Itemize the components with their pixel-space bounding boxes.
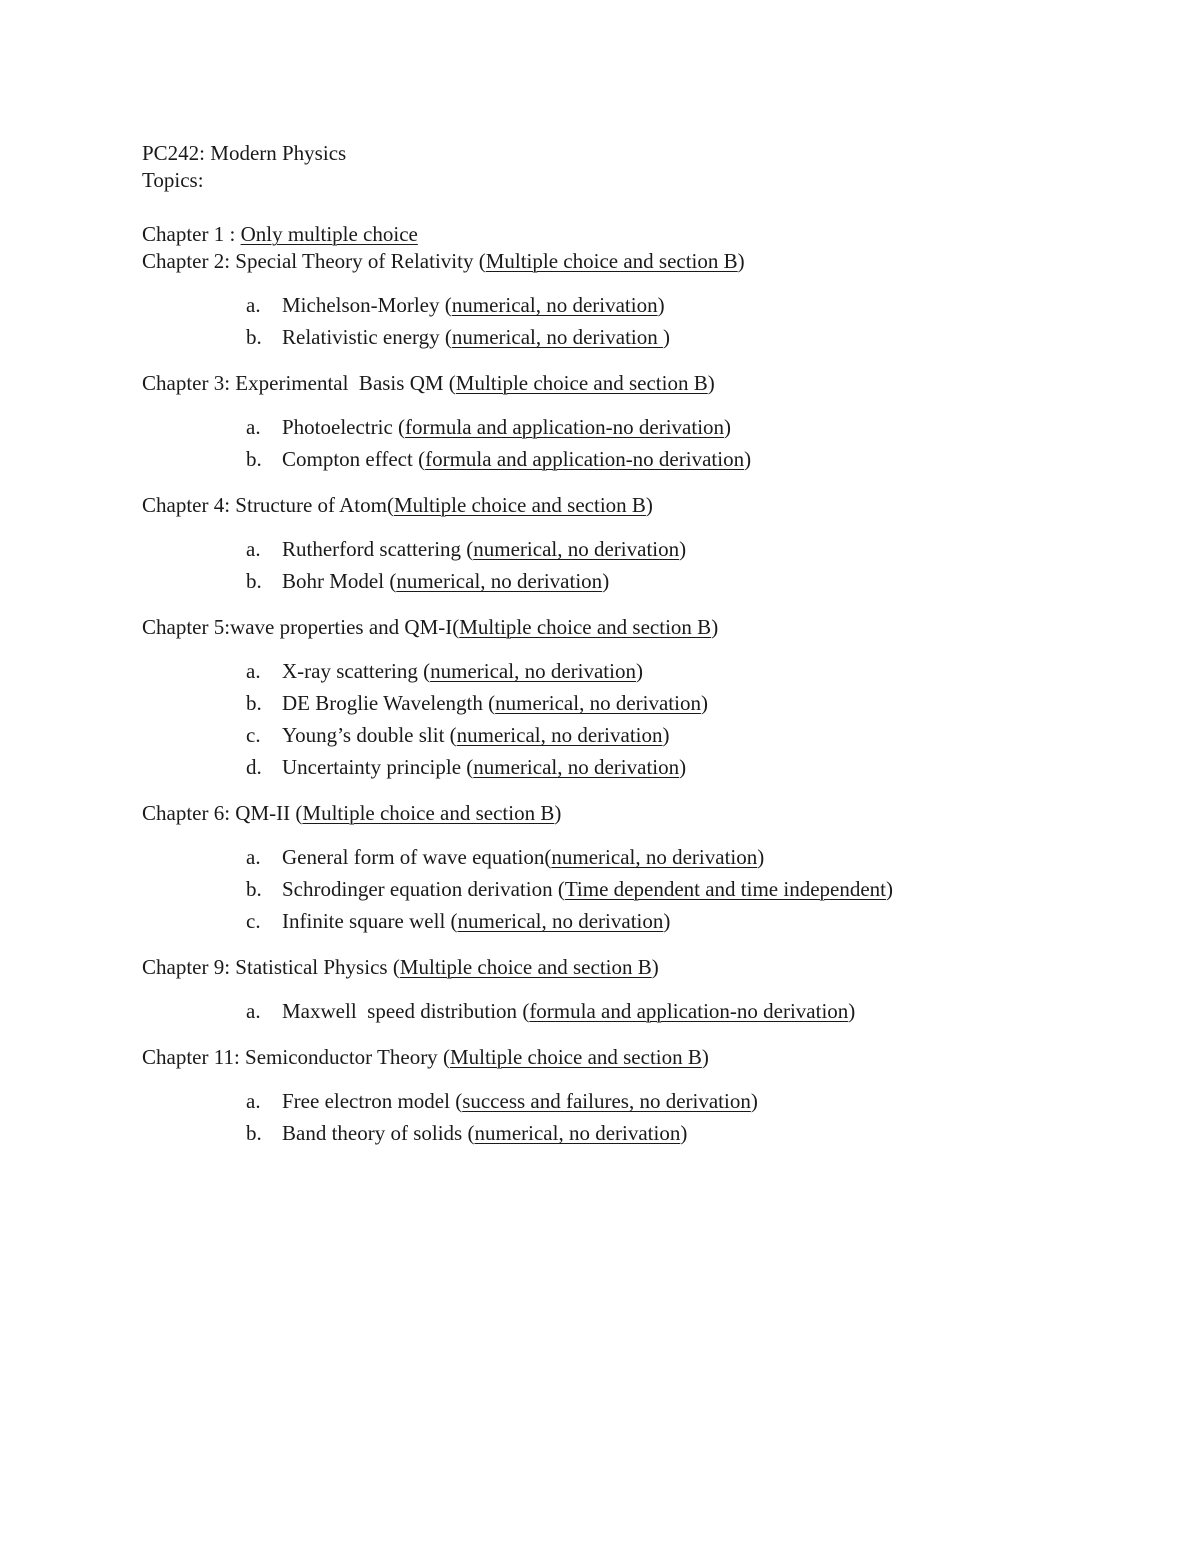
list-marker: a. — [246, 293, 261, 317]
list-marker: b. — [246, 691, 262, 715]
chapter-paren-close: ) — [737, 249, 745, 273]
topic-paren-open: ( — [522, 999, 530, 1023]
topic-paren-open: ( — [444, 325, 452, 349]
list-marker: b. — [246, 877, 262, 901]
topic-note: numerical, no derivation — [473, 755, 680, 779]
topic-paren-open: ( — [557, 877, 565, 901]
chapter-paren-close: ) — [707, 371, 715, 395]
topic-note: numerical, no derivation — [474, 1121, 681, 1145]
topic-name: Bohr Model — [282, 569, 390, 593]
topic-paren-open: ( — [389, 569, 397, 593]
topic-name: Uncertainty principle — [282, 755, 467, 779]
topic-paren-open: ( — [466, 755, 474, 779]
list-marker: a. — [246, 845, 261, 869]
list-item — [142, 719, 1142, 751]
document-title: PC242: Modern Physics — [142, 141, 347, 165]
chapter-label: Chapter 6: QM-II — [142, 801, 296, 825]
chapter-heading — [142, 370, 1142, 397]
document-page — [142, 140, 1142, 1166]
list-item — [142, 841, 1142, 873]
chapter-label: Chapter 2: Special Theory of Relativity — [142, 249, 479, 273]
topic-note: numerical, no derivation — [451, 325, 664, 349]
topic-note: numerical, no derivation — [456, 723, 663, 747]
list-marker: b. — [246, 1121, 262, 1145]
topic-paren-open: ( — [450, 909, 458, 933]
chapter-paren-open: ( — [295, 801, 303, 825]
list-item — [142, 533, 1142, 565]
topic-text — [282, 719, 670, 751]
topic-paren-close: ) — [750, 1089, 758, 1113]
topic-text — [282, 1117, 687, 1149]
topic-paren-close: ) — [679, 755, 687, 779]
list-marker: d. — [246, 755, 262, 779]
topic-text — [282, 751, 686, 783]
topic-paren-open: ( — [444, 293, 452, 317]
topic-name: Band theory of solids — [282, 1121, 468, 1145]
list-marker: a. — [246, 537, 261, 561]
chapter-paren-close: ) — [651, 955, 659, 979]
list-marker: a. — [246, 999, 261, 1023]
topic-note: numerical, no derivation — [451, 293, 658, 317]
topic-name: Maxwell speed distribution — [282, 999, 523, 1023]
topic-paren-close: ) — [724, 415, 732, 439]
blank-line — [142, 194, 1142, 221]
topic-note: numerical, no derivation — [495, 691, 701, 715]
topic-name: DE Broglie Wavelength — [282, 691, 489, 715]
topic-note: numerical, no derivation — [396, 569, 603, 593]
topic-paren-close: ) — [680, 1121, 688, 1145]
chapter-paren-open: ( — [392, 955, 400, 979]
list-item — [142, 321, 1142, 353]
topic-paren-open: ( — [449, 723, 457, 747]
topic-name: X-ray scattering — [282, 659, 424, 683]
topic-text — [282, 655, 643, 687]
list-item — [142, 873, 1142, 905]
topic-paren-close: ) — [657, 293, 665, 317]
topic-list — [142, 1085, 1142, 1149]
chapter-paren-close: ) — [645, 493, 653, 517]
topic-paren-open: ( — [467, 1121, 475, 1145]
list-item — [142, 411, 1142, 443]
topic-text — [282, 321, 670, 353]
topic-name: Young’s double slit — [282, 723, 450, 747]
topic-name: Rutherford scattering — [282, 537, 467, 561]
topic-paren-close: ) — [663, 325, 671, 349]
topic-paren-open: ( — [544, 845, 552, 869]
topic-paren-open: ( — [466, 537, 474, 561]
list-item — [142, 1085, 1142, 1117]
chapter-exam-note: Multiple choice and section B — [393, 493, 646, 517]
topic-text — [282, 411, 731, 443]
chapter-heading — [142, 614, 1142, 641]
chapter-label: Chapter 3: Experimental Basis QM — [142, 371, 449, 395]
list-item — [142, 655, 1142, 687]
topic-name: Photoelectric — [282, 415, 399, 439]
topic-list — [142, 533, 1142, 597]
topic-text — [282, 841, 764, 873]
topic-paren-open: ( — [488, 691, 496, 715]
list-marker: b. — [246, 569, 262, 593]
topic-paren-close: ) — [663, 909, 671, 933]
topic-list — [142, 289, 1142, 353]
chapter-paren-open: ( — [386, 493, 394, 517]
list-item — [142, 1117, 1142, 1149]
list-marker: c. — [246, 909, 261, 933]
topic-paren-close: ) — [679, 537, 687, 561]
topic-text — [282, 565, 609, 597]
topic-note: numerical, no derivation — [430, 659, 636, 683]
chapter-exam-note: Multiple choice and section B — [449, 1045, 702, 1069]
topic-paren-open: ( — [455, 1089, 463, 1113]
topic-note: numerical, no derivation — [457, 909, 664, 933]
list-item — [142, 565, 1142, 597]
topic-paren-open: ( — [423, 659, 431, 683]
list-marker: a. — [246, 659, 261, 683]
topic-paren-close: ) — [744, 447, 752, 471]
chapter-paren-close: ) — [701, 1045, 709, 1069]
topic-text — [282, 905, 670, 937]
topic-paren-close: ) — [757, 845, 765, 869]
chapter-paren-open: ( — [442, 1045, 450, 1069]
list-item — [142, 443, 1142, 475]
topic-paren-close: ) — [602, 569, 610, 593]
chapter-label: Chapter 11: Semiconductor Theory — [142, 1045, 443, 1069]
chapter-exam-note: Multiple choice and section B — [302, 801, 555, 825]
chapter-heading — [142, 800, 1142, 827]
topic-note: formula and application-no derivation — [405, 415, 725, 439]
chapter-paren-open: ( — [478, 249, 486, 273]
topic-note: numerical, no derivation — [551, 845, 758, 869]
list-marker: a. — [246, 415, 261, 439]
list-marker: c. — [246, 723, 261, 747]
chapter-label: Chapter 5:wave properties and QM-I — [142, 615, 453, 639]
topic-paren-close: ) — [700, 691, 708, 715]
chapter-label: Chapter 1 : — [142, 222, 241, 246]
topic-text — [282, 289, 665, 321]
topic-paren-close: ) — [635, 659, 643, 683]
topic-note: Time dependent and time independent — [564, 877, 886, 901]
chapter-heading — [142, 248, 1142, 275]
topic-name: Free electron model — [282, 1089, 456, 1113]
chapter-exam-note: Multiple choice and section B — [455, 371, 708, 395]
chapter-paren-open: ( — [452, 615, 460, 639]
topic-text — [282, 443, 751, 475]
topic-text — [282, 687, 708, 719]
topic-text — [282, 995, 855, 1027]
topic-name: Schrodinger equation derivation — [282, 877, 558, 901]
topic-list — [142, 995, 1142, 1027]
chapter-exam-note: Multiple choice and section B — [485, 249, 738, 273]
chapter-list — [142, 221, 1142, 1149]
chapter-exam-note: Multiple choice and section B — [459, 615, 712, 639]
topic-paren-open: ( — [418, 447, 426, 471]
list-item — [142, 687, 1142, 719]
topics-label: Topics: — [142, 168, 204, 192]
list-item — [142, 751, 1142, 783]
topic-note: numerical, no derivation — [473, 537, 680, 561]
topic-text — [282, 1085, 758, 1117]
chapter-label: Chapter 9: Statistical Physics — [142, 955, 393, 979]
chapter-heading — [142, 492, 1142, 519]
topic-list — [142, 655, 1142, 783]
list-marker: b. — [246, 325, 262, 349]
topic-paren-close: ) — [662, 723, 670, 747]
topic-name: General form of wave equation — [282, 845, 545, 869]
topic-name: Relativistic energy — [282, 325, 445, 349]
chapter-paren-open: ( — [448, 371, 456, 395]
list-marker: a. — [246, 1089, 261, 1113]
topic-paren-close: ) — [848, 999, 856, 1023]
topic-name: Infinite square well — [282, 909, 451, 933]
chapter-heading — [142, 954, 1142, 981]
list-item — [142, 905, 1142, 937]
topic-note: formula and application-no derivation — [529, 999, 849, 1023]
chapter-paren-close: ) — [554, 801, 562, 825]
topic-text — [282, 873, 893, 905]
list-item — [142, 995, 1142, 1027]
chapter-exam-note: Only multiple choice — [240, 222, 418, 246]
topic-list — [142, 841, 1142, 937]
topic-paren-open: ( — [398, 415, 406, 439]
list-marker: b. — [246, 447, 262, 471]
topic-note: success and failures, no derivation — [462, 1089, 751, 1113]
chapter-paren-close: ) — [711, 615, 719, 639]
topic-note: formula and application-no derivation — [425, 447, 745, 471]
topic-text — [282, 533, 686, 565]
topic-name: Compton effect — [282, 447, 419, 471]
chapter-label: Chapter 4: Structure of Atom — [142, 493, 387, 517]
topic-list — [142, 411, 1142, 475]
chapter-heading — [142, 221, 1142, 248]
topic-paren-close: ) — [886, 877, 893, 901]
chapter-exam-note: Multiple choice and section B — [399, 955, 652, 979]
topic-name: Michelson-Morley — [282, 293, 445, 317]
chapter-heading — [142, 1044, 1142, 1071]
list-item — [142, 289, 1142, 321]
